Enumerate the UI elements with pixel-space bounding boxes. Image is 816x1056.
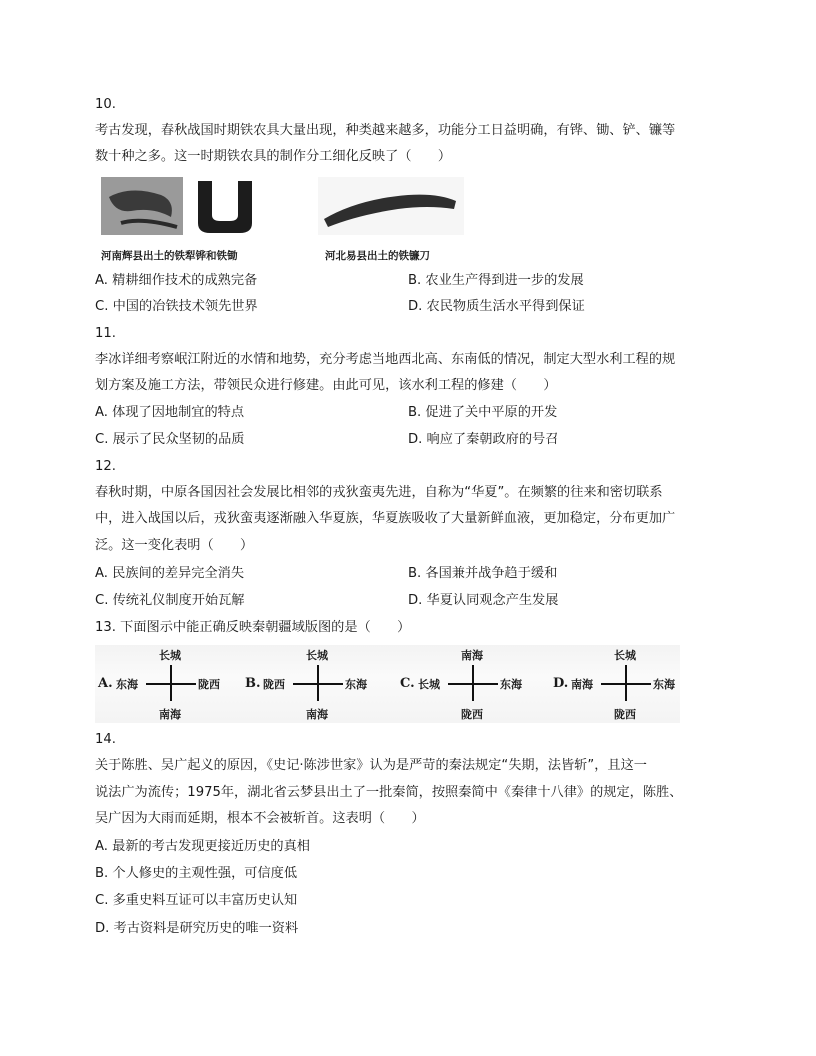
q10-stem-line2: 数十种之多。这一时期铁农具的制作分工细化反映了（ ） [95, 149, 452, 164]
q10-stem-line1: 考古发现，春秋战国时期铁农具大量出现，种类越来越多，功能分工日益明确，有铧、锄、铲、镰等 [95, 123, 676, 138]
q11-option-d[interactable]: D. 响应了秦朝政府的号召 [408, 432, 559, 447]
q14-option-a[interactable]: A. 最新的考古发现更接近历史的真相 [95, 839, 310, 854]
q10-option-d[interactable]: D. 农民物质生活水平得到保证 [408, 299, 585, 314]
q14-stem-line1: 关于陈胜、吴广起义的原因，《史记·陈涉世家》认为是严苛的秦法规定“失期，法皆斩”，且这一 [95, 758, 647, 773]
q14-stem-line2: 说法广为流传；1975年，湖北省云梦县出土了一批秦简，按照秦简中《秦律十八律》的规定，陈胜、 [95, 785, 683, 800]
q13-b-left: 陇西 [263, 678, 285, 691]
q13-b-right: 东海 [345, 678, 367, 691]
q13-d-right: 东海 [653, 678, 675, 691]
q13-b-top: 长城 [306, 649, 328, 662]
q13-option-a-label: A. [98, 676, 113, 691]
q12-option-c[interactable]: C. 传统礼仪制度开始瓦解 [95, 593, 245, 608]
q13-c-right: 东海 [500, 678, 522, 691]
q13-a-bottom: 南海 [159, 708, 181, 721]
q14-option-c[interactable]: C. 多重史料互证可以丰富历史认知 [95, 893, 298, 908]
q10-option-c[interactable]: C. 中国的冶铁技术领先世界 [95, 299, 258, 314]
q13-option-d-label: D. [553, 676, 569, 691]
q11-stem-line2: 划方案及施工方法，带领民众进行修建。由此可见，该水利工程的修建（ ） [95, 378, 557, 393]
q13-d-bottom: 陇西 [614, 708, 636, 721]
q13-option-c-diagram[interactable] [400, 645, 530, 723]
q10-caption-left: 河南辉县出土的铁犁铧和铁锄 [101, 250, 238, 262]
q11-stem-line1: 李冰详细考察岷江附近的水情和地势，充分考虑当地西北高、东南低的情况，制定大型水利工程的规 [95, 352, 676, 367]
q13-c-top: 南海 [461, 649, 483, 662]
iron-sickle-photo [318, 177, 464, 235]
q13-a-left: 东海 [116, 678, 138, 691]
q12-stem-line1: 春秋时期，中原各国因社会发展比相邻的戎狄蛮夷先进，自称为“华夏”。在频繁的往来和密切联系 [95, 485, 663, 500]
iron-plowshare-photo [101, 177, 183, 235]
q10-number: 10. [95, 97, 116, 112]
q11-option-b[interactable]: B. 促进了关中平原的开发 [408, 405, 558, 420]
q14-stem-line3: 吴广因为大雨而延期，根本不会被斩首。这表明（ ） [95, 811, 425, 826]
q13-a-top: 长城 [159, 649, 181, 662]
q13-stem: 13. 下面图示中能正确反映秦朝疆域版图的是（ ） [95, 620, 411, 635]
q11-option-a[interactable]: A. 体现了因地制宜的特点 [95, 405, 245, 420]
q13-a-right: 陇西 [198, 678, 220, 691]
iron-hoe-photo [190, 177, 260, 235]
q12-option-d[interactable]: D. 华夏认同观念产生发展 [408, 593, 559, 608]
q13-c-bottom: 陇西 [461, 708, 483, 721]
q12-stem-line2: 中，进入战国以后，戎狄蛮夷逐渐融入华夏族，华夏族吸收了大量新鲜血液，更加稳定，分布更加广 [95, 511, 676, 526]
q14-option-b[interactable]: B. 个人修史的主观性强，可信度低 [95, 866, 298, 881]
q10-option-b[interactable]: B. 农业生产得到进一步的发展 [408, 273, 584, 288]
q13-diagram-strip [95, 645, 680, 723]
q14-number: 14. [95, 732, 116, 747]
q12-option-a[interactable]: A. 民族间的差异完全消失 [95, 566, 245, 581]
q12-option-b[interactable]: B. 各国兼并战争趋于缓和 [408, 566, 558, 581]
q10-caption-right: 河北易县出土的铁镰刀 [325, 250, 430, 262]
q13-option-c-label: C. [400, 676, 415, 691]
q13-option-d-diagram[interactable] [553, 645, 683, 723]
q13-c-left: 长城 [418, 678, 440, 691]
q13-b-bottom: 南海 [306, 708, 328, 721]
q11-option-c[interactable]: C. 展示了民众坚韧的品质 [95, 432, 245, 447]
q12-stem-line3: 泛。这一变化表明（ ） [95, 538, 254, 553]
q11-number: 11. [95, 326, 116, 341]
q13-option-b-label: B. [245, 676, 261, 691]
q14-option-d[interactable]: D. 考古资料是研究历史的唯一资料 [95, 921, 299, 936]
q10-option-a[interactable]: A. 精耕细作技术的成熟完备 [95, 273, 258, 288]
q13-option-b-diagram[interactable] [245, 645, 375, 723]
q13-d-left: 南海 [571, 678, 593, 691]
q12-number: 12. [95, 459, 116, 474]
q13-d-top: 长城 [614, 649, 636, 662]
q13-option-a-diagram[interactable] [98, 645, 228, 723]
